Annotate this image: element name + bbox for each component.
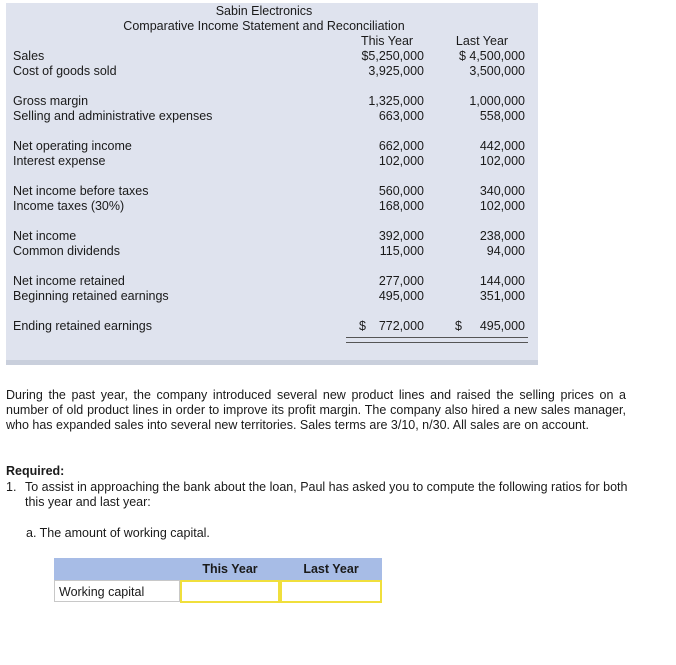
table-header-last-year: Last Year	[280, 558, 382, 580]
row-label-common-dividends: Common dividends	[13, 244, 120, 258]
value-this-year: 102,000	[378, 154, 424, 168]
row-label-net-operating-income: Net operating income	[13, 139, 132, 153]
working-capital-this-year-input[interactable]	[182, 582, 278, 601]
value-this-year: 277,000	[378, 274, 424, 288]
total-underline	[346, 337, 528, 338]
income-statement	[6, 3, 538, 363]
value-last-year: 340,000	[479, 184, 525, 198]
value-this-year: 168,000	[378, 199, 424, 213]
required-heading: Required:	[6, 464, 65, 478]
table-header-blank	[54, 558, 180, 580]
value-last-year: 351,000	[479, 289, 525, 303]
table-header-this-year: This Year	[180, 558, 280, 580]
value-last-year: 144,000	[479, 274, 525, 288]
value-this-year: 115,000	[379, 244, 424, 258]
value-this-year: 772,000	[378, 319, 424, 333]
value-this-year: 392,000	[378, 229, 424, 243]
row-label-income-taxes: Income taxes (30%)	[13, 199, 125, 213]
row-label-cogs: Cost of goods sold	[13, 64, 117, 78]
value-this-year: 663,000	[378, 109, 424, 123]
working-capital-last-year-input[interactable]	[282, 582, 380, 601]
requirement-number: 1.	[6, 480, 17, 494]
row-label-net-income-retained: Net income retained	[13, 274, 125, 288]
value-last-year: 3,500,000	[469, 64, 525, 78]
value-last-year: 238,000	[479, 229, 525, 243]
row-label-sales: Sales	[13, 49, 45, 63]
sub-question-a: a. The amount of working capital.	[26, 526, 210, 540]
row-label-income-before-taxes: Net income before taxes	[13, 184, 149, 198]
row-label-gross-margin: Gross margin	[13, 94, 89, 108]
value-last-year: 558,000	[479, 109, 525, 123]
value-last-year: 442,000	[479, 139, 525, 153]
working-capital-label: Working capital	[54, 580, 180, 602]
statement-bottom-bar	[6, 360, 538, 365]
context-paragraph: During the past year, the company introduced several new product lines and raised the selling prices on a number of old product lines in order to improve its profit margin. The company also hired a new sales manager, who has expanded sales into several new territories. Sales terms are 3/10, n/30. All sales are on account.	[6, 388, 626, 432]
row-label-interest-expense: Interest expense	[13, 154, 106, 168]
statement-title: Comparative Income Statement and Reconciliation	[123, 19, 405, 33]
value-this-year: 560,000	[378, 184, 424, 198]
currency-symbol: $	[455, 319, 462, 333]
value-this-year: $5,250,000	[361, 49, 424, 63]
working-capital-this-year-cell[interactable]	[180, 580, 280, 603]
company-name: Sabin Electronics	[215, 4, 313, 18]
header-last-year: Last Year	[455, 34, 509, 48]
row-label-ending-retained-earnings: Ending retained earnings	[13, 319, 152, 333]
value-last-year: 1,000,000	[469, 94, 525, 108]
row-label-sga: Selling and administrative expenses	[13, 109, 213, 123]
requirement-item	[6, 480, 628, 510]
row-label-net-income: Net income	[13, 229, 77, 243]
value-last-year: 94,000	[486, 244, 525, 258]
value-last-year: 102,000	[479, 199, 525, 213]
requirement-text: To assist in approaching the bank about the loan, Paul has asked you to compute the following ratios for both this year and last year:	[25, 480, 628, 509]
value-this-year: 662,000	[378, 139, 424, 153]
header-this-year: This Year	[360, 34, 414, 48]
value-last-year: $ 4,500,000	[458, 49, 525, 63]
total-underline	[346, 342, 528, 343]
row-label-beginning-retained-earnings: Beginning retained earnings	[13, 289, 169, 303]
value-last-year: 102,000	[479, 154, 525, 168]
currency-symbol: $	[359, 319, 366, 333]
value-this-year: 1,325,000	[368, 94, 424, 108]
value-this-year: 3,925,000	[368, 64, 424, 78]
working-capital-last-year-cell[interactable]	[280, 580, 382, 603]
value-last-year: 495,000	[479, 319, 525, 333]
value-this-year: 495,000	[378, 289, 424, 303]
